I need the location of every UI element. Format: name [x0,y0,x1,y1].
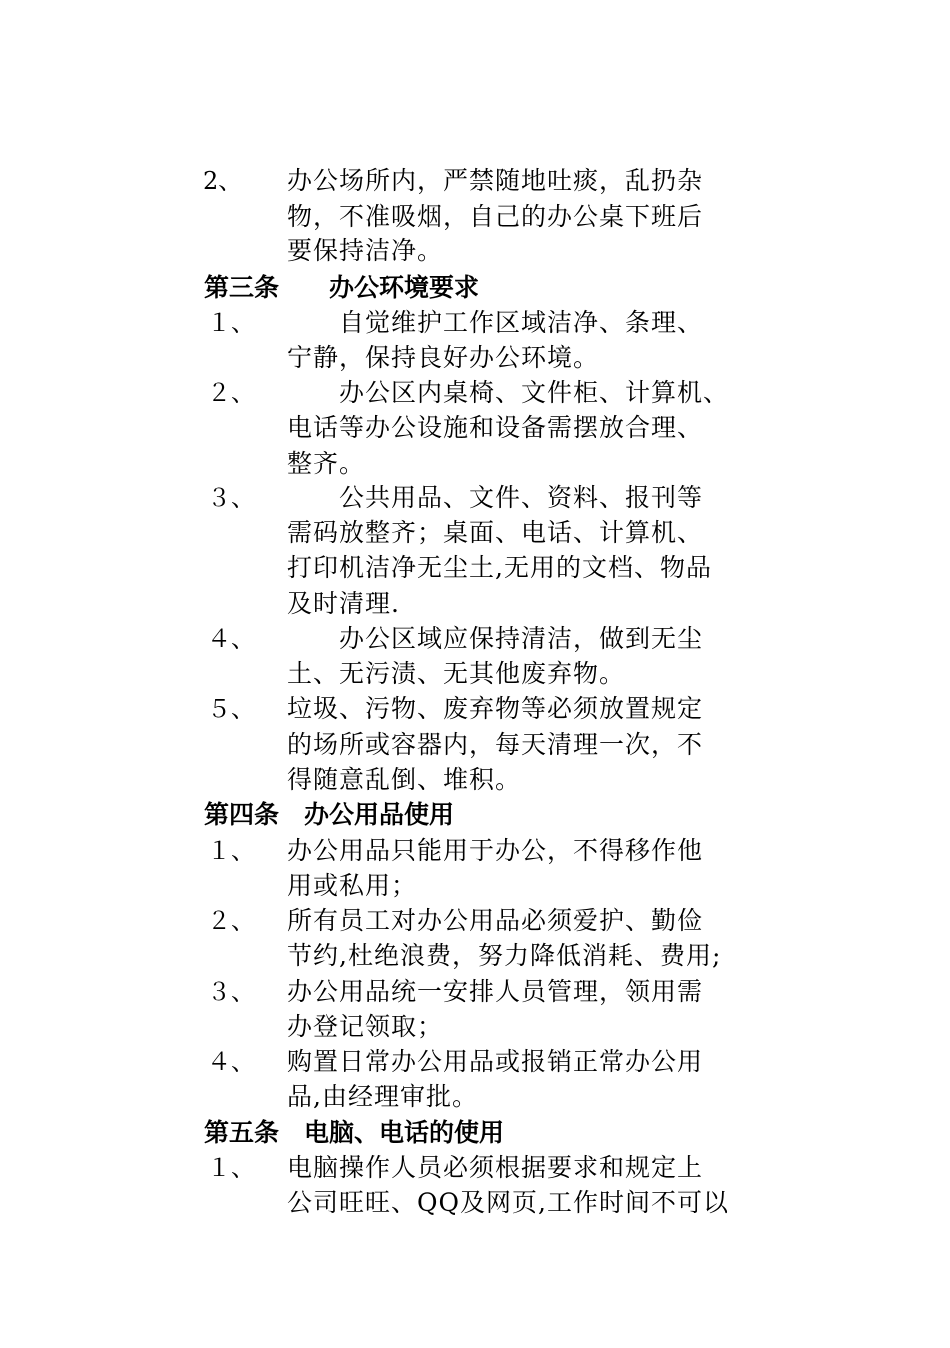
list-item-line: 垃圾、污物、废弃物等必须放置规定 [287,694,704,723]
list-item-line: 购置日常办公用品或报销正常办公用 [287,1047,704,1076]
list-item-number: ４、 [207,625,255,653]
section-heading: 第四条 办公用品使用 [204,800,455,829]
list-item-line: 电话等办公设施和设备需摆放合理、 [287,413,704,442]
list-item-line: 用或私用； [287,871,418,900]
list-item-line: 公司旺旺、QQ及网页,工作时间不可以 [287,1188,729,1217]
list-item-line: 电脑操作人员必须根据要求和规定上 [287,1153,704,1182]
list-item-line: 办公用品统一安排人员管理，领用需 [287,977,704,1006]
list-item-line: 需码放整齐；桌面、电话、计算机、 [287,518,704,547]
list-item-line: 办公区域应保持清洁，做到无尘 [287,624,704,653]
list-item-line: 自觉维护工作区域洁净、条理、 [287,308,704,337]
list-item-number: １、 [207,837,255,865]
list-item-line: 得随意乱倒、堆积。 [287,765,522,794]
list-item-line: 要保持洁净。 [287,236,444,265]
list-item-number: １、 [207,1154,255,1182]
list-item-line: 及时清理. [287,589,400,618]
list-item-number: ３、 [207,978,255,1006]
section-heading: 第五条 电脑、电话的使用 [204,1118,505,1147]
list-item-line: 节约,杜绝浪费，努力降低消耗、费用; [287,941,722,970]
list-item-number: ２、 [207,379,255,407]
list-item-line: 物，不准吸烟，自己的办公桌下班后 [287,202,704,231]
list-item-line: 所有员工对办公用品必须爱护、勤俭 [287,906,704,935]
list-item-line: 土、无污渍、无其他废弃物。 [287,659,626,688]
list-item-line: 打印机洁净无尘土,无用的文档、物品 [287,553,712,582]
list-item-number: 2、 [203,167,243,195]
section-heading: 第三条 办公环境要求 [204,273,480,302]
list-item-line: 整齐。 [287,449,366,478]
list-item-line: 品,由经理审批。 [287,1082,478,1111]
list-item-number: ２、 [207,907,255,935]
list-item-line: 办登记领取； [287,1012,444,1041]
list-item-line: 的场所或容器内，每天清理一次，不 [287,730,704,759]
list-item-line: 办公用品只能用于办公，不得移作他 [287,836,704,865]
list-item-number: １、 [207,309,255,337]
list-item-number: ４、 [207,1048,255,1076]
list-item-line: 宁静，保持良好办公环境。 [287,343,600,372]
list-item-line: 办公场所内，严禁随地吐痰，乱扔杂 [287,166,704,195]
list-item-line: 公共用品、文件、资料、报刊等 [287,483,704,512]
list-item-number: ３、 [207,484,255,512]
list-item-number: ５、 [207,695,255,723]
list-item-line: 办公区内桌椅、文件柜、计算机、 [287,378,730,407]
